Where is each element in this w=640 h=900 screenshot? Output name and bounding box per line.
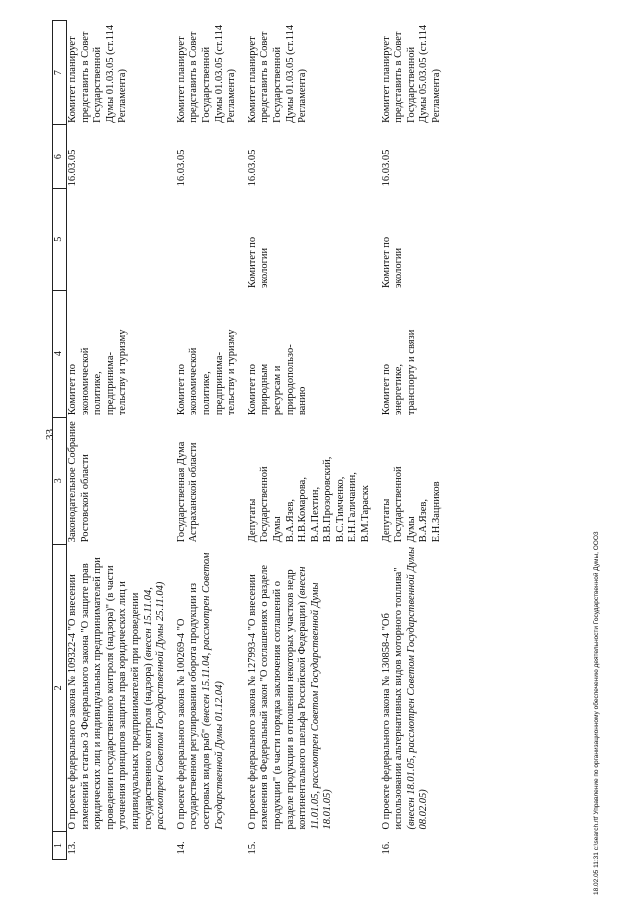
co-executor: Комитет по экологии <box>380 236 405 289</box>
plan-note: Комитет планирует представить в Совет Государственной Думы 01.03.05 (ст.114 Регламента) <box>67 24 129 123</box>
deadline-date: 16.03.05 <box>67 149 78 187</box>
table-row <box>381 21 452 860</box>
initiator: Государственная Дума Астраханской области <box>175 441 200 543</box>
bill-title: О проекте федерального закона № 100269-4 "О государственном регулировании оборота продукции из осетровых видов рыб" <box>175 582 212 830</box>
responsible-committee: Комитет по энергетике, транспорту и связи <box>380 329 417 416</box>
bill-title: О проекте федерального закона № 109322-4 "О внесении изменений в статью 3 Федерального закона "О защите прав юридических лиц и индивидуальных предпринимателей при проведении государственного контроля (надзора)" (в части уточнения принципов защиты прав юридических лиц и индивидуальных предпринимателей при проведении государственного контроля (надзора) <box>67 557 154 830</box>
bill-table <box>52 20 452 860</box>
plan-note: Комитет планирует представить в Совет Государственной Думы 01.03.05 (ст.114 Регламента) <box>246 24 309 123</box>
row-number: 13. <box>67 841 78 855</box>
bill-meta: (внесен 11.01.05, рассмотрен Советом Государственной Думы 18.01.05) <box>297 566 334 830</box>
responsible-committee: Комитет по природным ресурсам и природопользо- ванию <box>246 344 309 416</box>
initiator: Депутаты Государственной Думы В.А.Язев, Н.В.Комарова, В.А.Пехтин, В.В.Прозоровский, В.С.Тимченко, Е.Н.Галичанин, В.М.Тараскк <box>246 456 372 543</box>
bill-meta: (внесен 18.01.05, рассмотрен Советом Государственной Думы 08.02.05) <box>405 546 430 830</box>
column-header: 7 <box>53 21 67 125</box>
table-row <box>247 21 381 860</box>
row-number: 15. <box>246 841 258 855</box>
bill-cell <box>247 544 381 831</box>
table-row <box>176 21 247 860</box>
bill-title: О проекте федерального закона № 130858-4 "Об использовании альтернативных видов моторного топлива" <box>380 567 405 830</box>
row-number: 14. <box>175 841 187 855</box>
initiator: Депутаты Государственной Думы В.А.Язев, Е.Н.Зацников <box>380 466 443 543</box>
row-number: 16. <box>380 841 392 855</box>
responsible-committee: Комитет по экономической политике, предпринима- тельству и туризму <box>175 329 238 416</box>
bill-meta: (внесен 15.11.04, рассмотрен Советом Государственной Думы 01.12.04) <box>200 552 225 830</box>
bill-cell <box>176 544 247 831</box>
bill-meta: (внесен 15.11.04, рассмотрен Советом Государственной Думы 25.11.04) <box>142 581 167 830</box>
plan-note: Комитет планирует представить в Совет Государственной Думы 05.03.05 (ст.114 Регламента) <box>380 24 443 123</box>
bill-cell <box>381 544 452 831</box>
deadline-date: 16.03.05 <box>380 149 392 187</box>
column-header: 2 <box>53 544 67 831</box>
column-header: 5 <box>53 188 67 290</box>
document-table-rotated <box>52 20 592 860</box>
initiator: Законодательное Собрание Ростовской области <box>67 421 91 543</box>
column-header: 1 <box>53 832 67 860</box>
bill-title: О проекте федерального закона № 127993-4 "О внесении изменения в Федеральный закон "О соглашениях о разделе продукции" (в части порядка заключения соглашений о разделе продукции в отношении некоторых участков недр континентального шельфа Российской Федерации) <box>246 565 309 830</box>
deadline-date: 16.03.05 <box>246 149 258 187</box>
responsible-committee: Комитет по экономической политике, предпринима- тельству и туризму <box>67 329 129 416</box>
plan-note: Комитет планирует представить в Совет Государственной Думы 01.03.05 (ст.114 Регламента) <box>175 24 238 123</box>
bill-cell <box>67 544 176 831</box>
column-header: 4 <box>53 290 67 417</box>
footer-note: 18.02.05 11:31 c:\search.rtf Управление по организационному обеспечению деятельности Государственной Думы, ООО3 <box>593 531 600 895</box>
page-number: 33 <box>44 429 56 440</box>
table-row <box>67 21 176 860</box>
co-executor: Комитет по экологии <box>246 236 271 289</box>
column-header: 3 <box>53 417 67 544</box>
co-executor <box>67 188 176 290</box>
co-executor <box>176 188 247 290</box>
column-header: 6 <box>53 125 67 189</box>
table-header-row <box>53 21 67 860</box>
deadline-date: 16.03.05 <box>175 149 187 187</box>
